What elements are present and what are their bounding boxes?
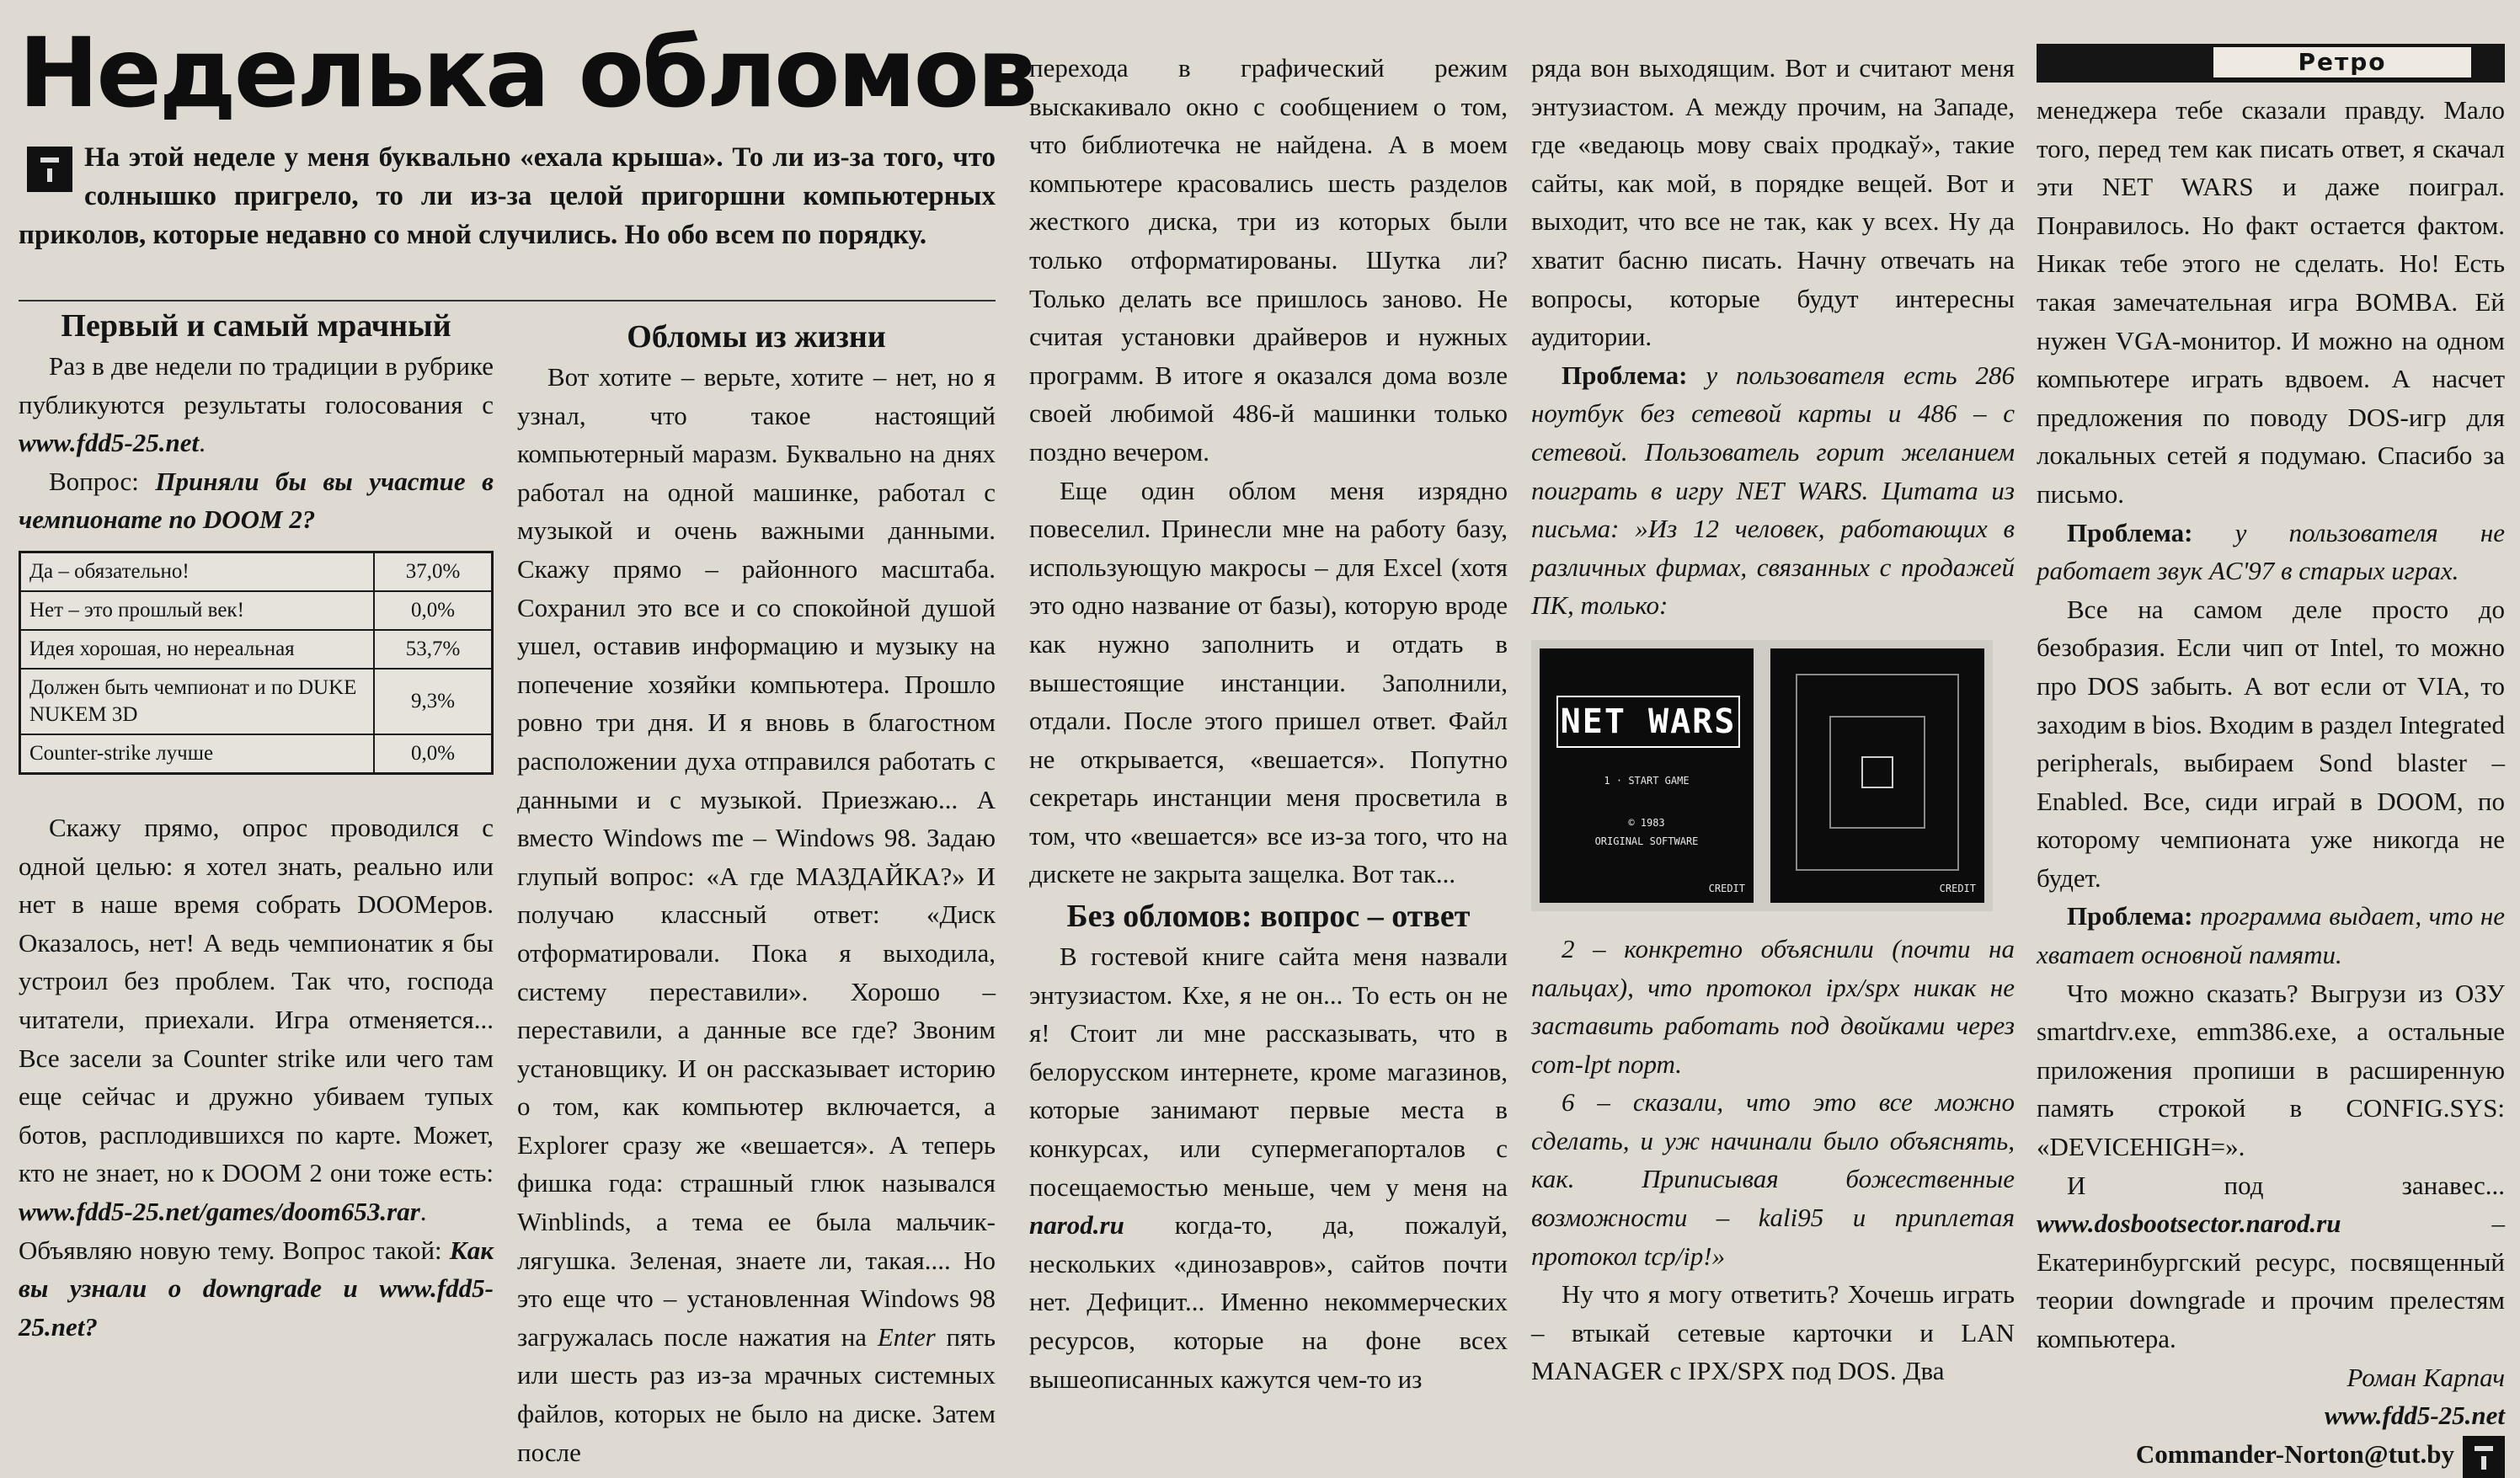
author-email-link[interactable]: Commander-Norton@tut.by <box>2135 1438 2454 1469</box>
column-5-body <box>2037 91 2505 1478</box>
problem-label: Проблема: <box>2067 517 2193 547</box>
poll-value: 9,3% <box>374 669 493 734</box>
poll-results-table <box>19 551 494 775</box>
guestbook-text: В гостевой книге сайта меня назвали энтузиастом. Кхе, я не он... То есть он не я! Стоит ли мне рассказывать, что в белорусском интернете, кроме магазинов, которые занимают первые места в конкурсах, или супермегапорталов с посещаемостью меньше, чем у меня на <box>1029 942 1508 1202</box>
heading-first-gloomy: Первый и самый мрачный <box>61 308 451 344</box>
new-poll-question: Как вы узнали о downgrade и www.fdd5-25.net? <box>19 1235 494 1342</box>
new-topic-text: . Объявляю новую тему. Вопрос такой: <box>19 1196 450 1265</box>
poll-intro-text: Раз в две недели по традиции в рубрике публикуются результаты голосования с <box>19 351 494 419</box>
closing-text: И под занавес... <box>2067 1170 2505 1200</box>
problem-label: Проблема: <box>2067 901 2193 931</box>
column-3 <box>1029 49 1508 1398</box>
diskette-icon <box>2463 1436 2505 1478</box>
excel-story: Еще один облом меня изрядно повеселил. Принесли мне на работу базу, использующую макросы – для Excel (хотя это одно название от базы), которую вроде как нужно заполнить и отдать в вышестоящие инстанции. Заполнили, отдали. После этого пришел ответ. Файл не открывается, «вешается». Попутно секретарь инстанции меня просветила в том, что «вешается» все из-за того, что на дискете не закрыта защелка. Вот так... <box>1029 475 1508 889</box>
poll-commentary-text: Скажу прямо, опрос проводился с одной целью: я хотел знать, реально или нет в наше время собрать DOOMеров. Оказалось, нет! А ведь чемпионатик я бы устроил без проблем. Так что, господа читатели, приехали. Игра отменяется... Все засели за Counter strike или чего там еще сейчас и дружно убиваем тупых ботов, расплодившихся по карте. Может, кто не знает, но к DOOM 2 они тоже есть: <box>19 812 494 1188</box>
column-4 <box>1531 49 2015 1390</box>
poll-option: Нет – это прошлый век! <box>20 591 375 630</box>
netwars-title-screen <box>1540 648 1754 903</box>
life-fails-text: Вот хотите – верьте, хотите – нет, но я узнал, что такое настоящий компьютерный маразм. Буквально на днях работал на одной машинке, работал с музыкой и очень важными данными. Скажу прямо – районного масштаба. Сохранил это все и со спокойной душой ушел, оставив информацию и музыку на попечение хозяйки компьютера. Прошло ровно три дня. И я вновь в благостном расположении духа отправился работать с данными и с музыкой. Приезжаю... А вместо Windows me – Windows 98. Задаю глупый вопрос: «А где МАЗДАЙКА?» И получаю классный ответ: «Диск отформатировали. Пока я выходила, систему переставили». Хорошо – переставили, а данные все где? Звоним установщику. И он рассказывает историю о том, как компьютер включается, а Explorer сразу же «вешается». А теперь фишка года: страшный глюк назывался Winblinds, а тема ее была мальчик-лягушка. Зеленая, знаете ли, такая.... Но это еще что – установленная Windows 98 загружалась после нажатия на <box>517 362 996 1352</box>
netwars-game-screen <box>1770 648 1984 903</box>
diskette-icon <box>27 147 72 192</box>
enthusiast-paragraph: ряда вон выходящим. Вот и считают меня энтузиастом. А между прочим, на Западе, где «ведаюць мову сваiх продкаў», такие сайты, как мой, в порядке вещей. Вот и выходит, что все не так, как у всех. Ну да хватит басню писать. Начну отвечать на вопросы, которые будут интересны аудитории. <box>1531 53 2015 352</box>
doom-bots-link[interactable]: www.fdd5-25.net/games/doom653.rar <box>19 1196 420 1226</box>
managers-paragraph: менеджера тебе сказали правду. Мало того, перед тем как писать ответ, я скачал эти NET WARS и даже поиграл. Понравилось. Но факт остается фактом. Никак тебе этого не сделать. Но! Есть такая замечательная игра BOMBA. Ей нужен VGA-монитор. И можно на одном компьютере играть вдвоем. А насчет предложения по поводу DOS-игр для локальных сетей я подумаю. Спасибо за письмо. <box>2037 95 2505 509</box>
poll-option: Должен быть чемпионат и по DUKE NUKEM 3D <box>20 669 375 734</box>
guestbook-text-end: когда-то, да, пожалуй, нескольких «динозавров», сайтов почти нет. Дефицит... Именно некоммерческих ресурсов, которые на фоне всех вышеописанных кажутся чем-то из <box>1029 1210 1508 1394</box>
problem-label: Проблема: <box>1562 360 1688 390</box>
problem-memory <box>2037 897 2505 974</box>
poll-value: 37,0% <box>374 552 493 591</box>
memory-answer: Что можно сказать? Выгрузи из ОЗУ smartdrv.exe, emm386.exe, а остальные приложения пропиши в расширенную память строкой в CONFIG.SYS: «DEVICEHIGH=». <box>2037 978 2505 1162</box>
ac97-answer: Все на самом деле просто до безобразия. Если чип от Intel, то можно про DOS забыть. А вот если от VIA, то заходим в bios. Входим в раздел Integrated peripherals, выбираем Sond blaster – Enabled. Все, сиди играй в DOOM, по которому чемпионата уже никогда не будет. <box>2037 594 2505 893</box>
poll-intro-end: . <box>199 428 206 458</box>
author-name: Роман Карпач <box>2346 1362 2505 1392</box>
poll-row <box>20 630 493 669</box>
dosbootsector-link[interactable]: www.dosbootsector.narod.ru <box>2037 1209 2341 1239</box>
poll-question <box>19 462 494 539</box>
screen-line-3: ORIGINAL SOFTWARE <box>1594 835 1699 847</box>
reply-paragraph: Ну что я могу ответить? Хочешь играть – втыкай сетевые карточки и LAN MANAGER с IPX/SPX под DOS. Два <box>1531 1279 2015 1386</box>
screen-line-2: © 1983 <box>1628 816 1665 829</box>
lead-text: На этой неделе у меня буквально «ехала крыша». То ли из-за того, что солнышко пригрело, то ли из-за целой пригоршни компьютерных приколов, которые недавно со мной случились. Но обо всем по порядку. <box>19 142 996 250</box>
netwars-logo: NET WARS <box>1556 696 1740 748</box>
screen-line-1: 1 · START GAME <box>1604 774 1690 787</box>
column-2 <box>517 316 996 1471</box>
poll-question-prefix: Вопрос: <box>49 466 156 496</box>
author-site-link[interactable]: www.fdd5-25.net <box>2324 1401 2505 1431</box>
poll-value: 0,0% <box>374 734 493 774</box>
closing-text-end: – Екатеринбургский ресурс, посвященный теории downgrade и прочим прелестям компьютера. <box>2037 1209 2505 1353</box>
heading-life-fails: Обломы из жизни <box>627 319 886 355</box>
problem-text: программа выдает, что не хватает основной памяти. <box>2037 901 2505 970</box>
netwars-screenshot <box>1531 640 1993 911</box>
lead-divider <box>19 300 996 301</box>
closing-paragraph <box>2037 1166 2505 1358</box>
poll-row <box>20 591 493 630</box>
article-lead <box>19 138 996 254</box>
poll-row <box>20 734 493 774</box>
column-1 <box>19 305 494 1346</box>
poll-row <box>20 552 493 591</box>
poll-row <box>20 669 493 734</box>
section-tag: Ретро <box>2213 47 2471 77</box>
problem-text: у пользователя есть 286 ноутбук без сетевой карты и 486 – с сетевой. Пользователь горит желанием поиграть в игру NET WARS. Цитата из письма: »Из 12 человек, работающих в различных фирмах, связанных с продажей ПК, только: <box>1531 360 2015 621</box>
narod-link[interactable]: narod.ru <box>1029 1210 1124 1241</box>
problem-ac97 <box>2037 514 2505 590</box>
guestbook-paragraph <box>1029 937 1508 1398</box>
enter-key-text: Enter <box>877 1321 936 1352</box>
heading-qa: Без обломов: вопрос – ответ <box>1066 899 1471 935</box>
poll-option: Да – обязательно! <box>20 552 375 591</box>
poll-commentary <box>19 808 494 1346</box>
poll-value: 53,7% <box>374 630 493 669</box>
poll-intro <box>19 347 494 462</box>
article-title: Неделька обломов <box>19 17 1036 129</box>
author-email <box>2037 1435 2505 1478</box>
poll-site-link[interactable]: www.fdd5-25.net <box>19 428 200 458</box>
answer-two: 2 – конкретно объяснили (почти на пальцах), что протокол ipx/spx никак не заставить работать под двойками через com-lpt порт. <box>1531 933 2015 1079</box>
screen-credit: CREDIT <box>1708 882 1745 894</box>
story-continued: перехода в графический режим выскакивало окно с сообщением о том, что библиотечка не найдена. А в моем компьютере красовались шесть разделов жесткого диска, три из которых были только отформатированы. Шутка ли? Только делать все пришлось заново. Не считая установки драйверов и нужных программ. В итоге я оказался дома возле своей любимой 486-й машинки только поздно вечером. <box>1029 53 1508 467</box>
problem-netwars <box>1531 356 2015 625</box>
life-fails-story <box>517 358 996 1471</box>
poll-option: Идея хорошая, но нереальная <box>20 630 375 669</box>
grid-frame-core <box>1861 756 1893 788</box>
life-fails-text-end: пять или шесть раз из-за мрачных системных файлов, которых не было на диске. Затем после <box>517 1321 996 1467</box>
problem-text: у пользователя не работает звук AC'97 в старых играх. <box>2037 517 2505 586</box>
poll-value: 0,0% <box>374 591 493 630</box>
poll-option: Counter-strike лучше <box>20 734 375 774</box>
poll-question-text: Приняли бы вы участие в чемпионате по DOOM 2? <box>19 466 494 535</box>
screen-credit-2: CREDIT <box>1939 882 1976 894</box>
answer-six: 6 – сказали, что это все можно сделать, и уж начинали было объяснять, как. Приписывая божественные возможности – kali95 и приплетая протокол tcp/ip!» <box>1531 1087 2015 1271</box>
